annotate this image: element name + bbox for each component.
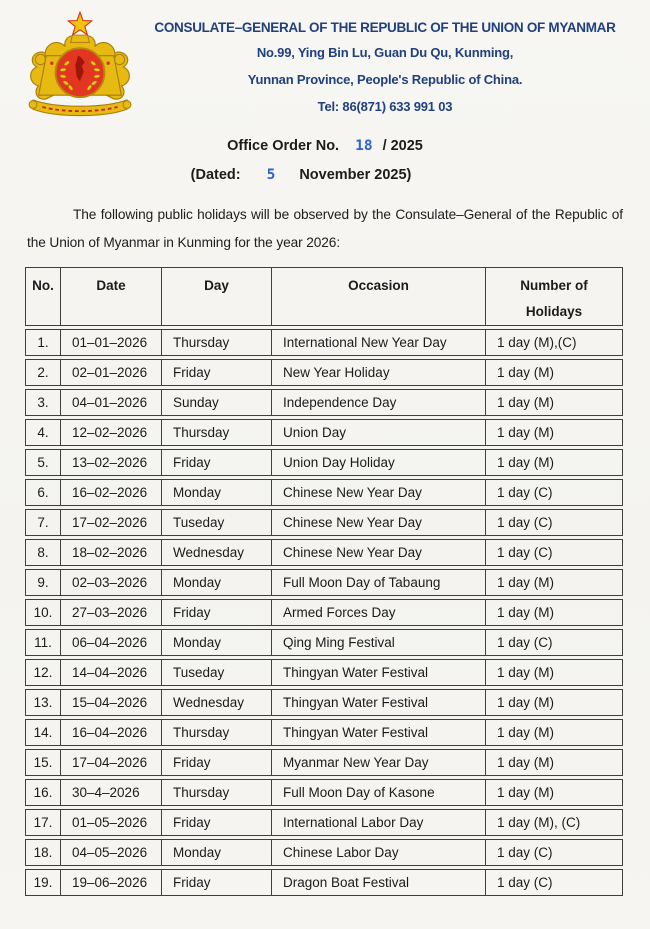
table-row [25,569,623,596]
cell-no: 11. [25,629,61,656]
cell-no: 8. [25,539,61,566]
cell-holidays: 1 day (C) [486,509,623,536]
cell-no: 18. [25,839,61,866]
cell-holidays: 1 day (M),(C) [486,329,623,356]
letterhead-text [142,8,628,126]
cell-no: 14. [25,719,61,746]
header-row [25,267,623,326]
cell-occasion: Myanmar New Year Day [272,749,486,776]
table-row [25,479,623,506]
cell-date: 16–04–2026 [61,719,162,746]
column-header-holidays: Number of Holidays [486,267,623,326]
office-order-label: Office Order No. [227,138,340,154]
cell-holidays: 1 day (C) [486,479,623,506]
intro-paragraph: The following public holidays will be observed by the Consulate–General of the Republic of the Union of Myanmar in Kunming for the year 2026: [27,207,623,250]
cell-day: Friday [162,809,272,836]
cell-date: 30–4–2026 [61,779,162,806]
cell-occasion: International New Year Day [272,329,486,356]
office-order-number: 18 [355,138,373,154]
myanmar-state-seal-icon [18,10,142,124]
cell-no: 16. [25,779,61,806]
state-seal-graphic [18,10,142,124]
table-row [25,389,623,416]
cell-no: 13. [25,689,61,716]
cell-occasion: Chinese New Year Day [272,509,486,536]
cell-date: 14–04–2026 [61,659,162,686]
cell-holidays: 1 day (M), (C) [486,809,623,836]
cell-holidays: 1 day (M) [486,719,623,746]
cell-occasion: Chinese New Year Day [272,479,486,506]
cell-day: Tuseday [162,509,272,536]
cell-no: 2. [25,359,61,386]
cell-occasion: Independence Day [272,389,486,416]
dated-day: 5 [266,167,276,183]
table-row [25,779,623,806]
cell-holidays: 1 day (M) [486,779,623,806]
cell-no: 6. [25,479,61,506]
cell-holidays: 1 day (M) [486,569,623,596]
cell-occasion: Chinese Labor Day [272,839,486,866]
column-header-no: No. [25,267,61,326]
cell-no: 5. [25,449,61,476]
table-row [25,509,623,536]
dated-line [0,167,626,183]
cell-day: Wednesday [162,539,272,566]
table-row [25,659,623,686]
cell-occasion: Union Day [272,419,486,446]
cell-no: 17. [25,809,61,836]
cell-date: 27–03–2026 [61,599,162,626]
cell-occasion: New Year Holiday [272,359,486,386]
cell-no: 12. [25,659,61,686]
holidays-table-header [25,267,623,326]
cell-day: Thursday [162,779,272,806]
cell-date: 01–01–2026 [61,329,162,356]
cell-holidays: 1 day (M) [486,449,623,476]
cell-occasion: Thingyan Water Festival [272,689,486,716]
cell-holidays: 1 day (M) [486,359,623,386]
cell-holidays: 1 day (C) [486,539,623,566]
table-row [25,719,623,746]
cell-day: Monday [162,479,272,506]
column-header-date: Date [61,267,162,326]
table-row [25,329,623,356]
cell-date: 04–05–2026 [61,839,162,866]
cell-date: 15–04–2026 [61,689,162,716]
cell-no: 19. [25,869,61,896]
cell-date: 16–02–2026 [61,479,162,506]
cell-date: 18–02–2026 [61,539,162,566]
cell-holidays: 1 day (M) [486,689,623,716]
cell-day: Thursday [162,419,272,446]
column-header-day: Day [162,267,272,326]
consulate-title: CONSULATE–GENERAL OF THE REPUBLIC OF THE UNION OF MYANMAR [154,20,616,35]
cell-no: 7. [25,509,61,536]
cell-no: 4. [25,419,61,446]
cell-occasion: Dragon Boat Festival [272,869,486,896]
table-row [25,749,623,776]
cell-occasion: Full Moon Day of Kasone [272,779,486,806]
cell-holidays: 1 day (C) [486,629,623,656]
cell-occasion: International Labor Day [272,809,486,836]
cell-occasion: Full Moon Day of Tabaung [272,569,486,596]
table-row [25,689,623,716]
office-order-line [0,138,650,154]
table-row [25,449,623,476]
table-row [25,869,623,896]
cell-no: 10. [25,599,61,626]
cell-occasion: Thingyan Water Festival [272,719,486,746]
cell-holidays: 1 day (M) [486,389,623,416]
table-row [25,629,623,656]
cell-day: Tuseday [162,659,272,686]
cell-occasion: Chinese New Year Day [272,539,486,566]
cell-holidays: 1 day (M) [486,749,623,776]
cell-date: 17–02–2026 [61,509,162,536]
table-row [25,359,623,386]
cell-day: Monday [162,569,272,596]
cell-day: Friday [162,869,272,896]
cell-date: 19–06–2026 [61,869,162,896]
cell-date: 02–03–2026 [61,569,162,596]
cell-date: 04–01–2026 [61,389,162,416]
cell-day: Friday [162,449,272,476]
cell-occasion: Union Day Holiday [272,449,486,476]
table-row [25,809,623,836]
cell-day: Friday [162,359,272,386]
cell-holidays: 1 day (M) [486,659,623,686]
cell-no: 3. [25,389,61,416]
cell-date: 06–04–2026 [61,629,162,656]
cell-day: Monday [162,629,272,656]
holidays-table [25,264,623,899]
cell-no: 9. [25,569,61,596]
cell-holidays: 1 day (M) [486,419,623,446]
cell-occasion: Armed Forces Day [272,599,486,626]
dated-rest: November 2025) [299,167,412,183]
telephone-line: Tel: 86(871) 633 991 03 [317,99,453,114]
address-line-2: Yunnan Province, People's Republic of China. [247,72,523,87]
cell-occasion: Qing Ming Festival [272,629,486,656]
column-header-occasion: Occasion [272,267,486,326]
cell-date: 12–02–2026 [61,419,162,446]
letterhead [18,8,628,126]
cell-date: 01–05–2026 [61,809,162,836]
cell-day: Monday [162,839,272,866]
holidays-table-body [25,329,623,896]
cell-day: Friday [162,599,272,626]
cell-day: Sunday [162,389,272,416]
cell-holidays: 1 day (M) [486,599,623,626]
cell-holidays: 1 day (C) [486,869,623,896]
cell-day: Thursday [162,719,272,746]
cell-day: Friday [162,749,272,776]
cell-date: 02–01–2026 [61,359,162,386]
cell-date: 13–02–2026 [61,449,162,476]
table-row [25,839,623,866]
table-row [25,419,623,446]
cell-no: 1. [25,329,61,356]
table-row [25,539,623,566]
office-order-block [0,138,650,183]
office-order-year: / 2025 [382,138,423,154]
cell-holidays: 1 day (C) [486,839,623,866]
table-row [25,599,623,626]
address-line-1: No.99, Ying Bin Lu, Guan Du Qu, Kunming, [256,45,514,60]
cell-date: 17–04–2026 [61,749,162,776]
cell-day: Thursday [162,329,272,356]
cell-occasion: Thingyan Water Festival [272,659,486,686]
dated-prefix: (Dated: [190,167,241,183]
cell-no: 15. [25,749,61,776]
cell-day: Wednesday [162,689,272,716]
